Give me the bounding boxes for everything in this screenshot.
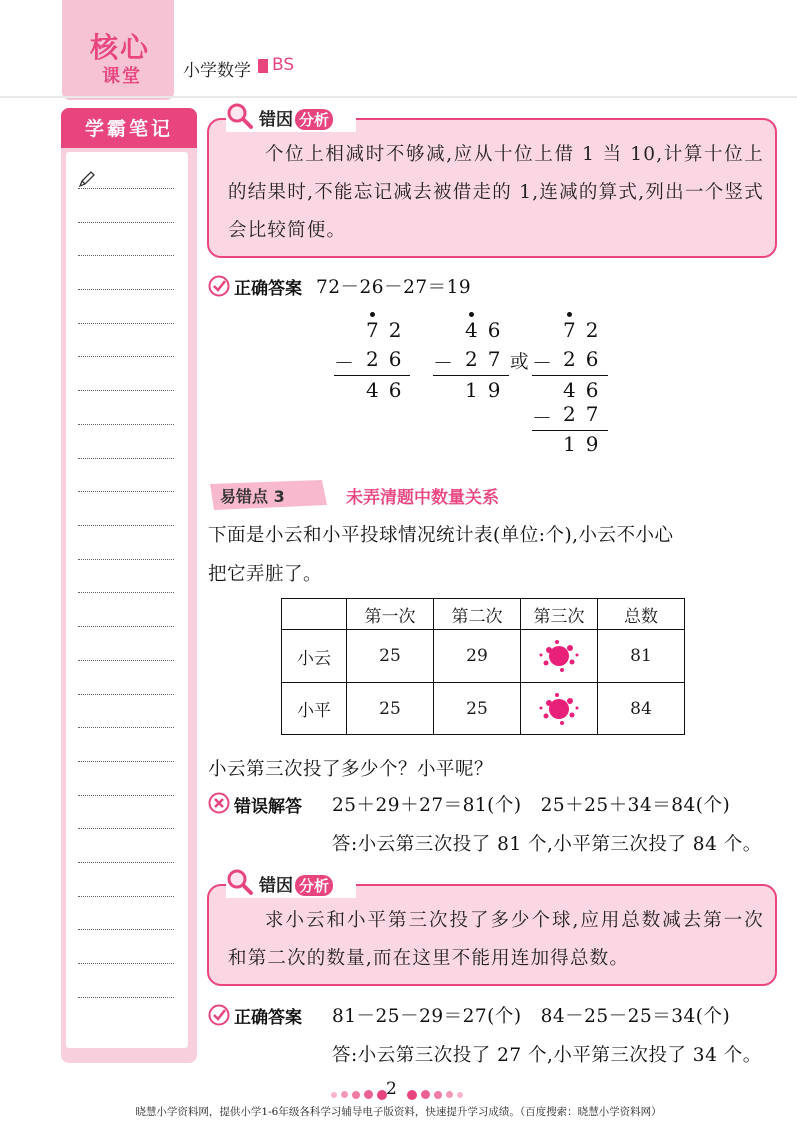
problem-text-line2: 把它弄脏了。 xyxy=(208,564,323,585)
stats-table xyxy=(281,598,685,735)
error-point-number: 3 xyxy=(273,487,285,506)
note-line xyxy=(78,997,174,998)
calc3-second: 26 xyxy=(563,347,609,371)
table-header-row xyxy=(282,599,685,630)
note-line xyxy=(78,761,174,762)
note-line xyxy=(78,356,174,357)
note-line xyxy=(78,862,174,863)
footer-note: 晓慧小学资料网，提供小学1-6年级各科学习辅导电子版资料，快速提升学习成绩。（百度搜索：晓慧小学资料网） xyxy=(135,1106,662,1118)
cross-icon xyxy=(208,792,230,814)
correct-answer-text-2: 答:小云第三次投了 27 个,小平第三次投了 34 个。 xyxy=(332,1045,762,1066)
note-line xyxy=(78,525,174,526)
check-icon xyxy=(208,275,230,297)
page-number: 2 xyxy=(386,1079,397,1099)
note-line xyxy=(78,626,174,627)
header-subject: 小学数学 xyxy=(183,61,251,81)
or-text: 或 xyxy=(510,352,530,373)
magnifier-icon xyxy=(226,868,254,896)
table-cell: 25 xyxy=(434,683,521,735)
table-cell: 25 xyxy=(347,630,434,683)
calc3-third: 27 xyxy=(563,402,609,426)
note-line xyxy=(78,795,174,796)
error-point-topic: 未弄清题中数量关系 xyxy=(346,488,499,508)
borrow-dot xyxy=(370,312,375,317)
borrow-dot xyxy=(567,312,572,317)
error-point-label: 易错点 3 xyxy=(220,487,285,506)
calc2-top: 46 xyxy=(465,318,511,342)
notes-paper xyxy=(66,152,188,1048)
calc2-second: 27 xyxy=(465,347,511,371)
analysis-tag-highlight: 分析 xyxy=(295,875,333,896)
logo-sub: 课堂 xyxy=(102,66,142,87)
table-cell: 84 xyxy=(598,683,685,735)
calc2-line xyxy=(433,375,509,376)
analysis-tag-1 xyxy=(226,102,356,132)
note-line xyxy=(78,255,174,256)
calc1-second: 26 xyxy=(366,347,412,371)
pencil-icon xyxy=(78,170,96,188)
analysis-tag-label: 错因 xyxy=(259,876,293,896)
calc2-op: － xyxy=(433,351,453,375)
header-edition: BS xyxy=(272,55,295,75)
table-header-cell: 第二次 xyxy=(434,599,521,630)
note-line xyxy=(78,592,174,593)
correct-equation-2: 81－25－29＝27(个) 84－25－25＝34(个) xyxy=(332,1006,731,1027)
calc2-result: 19 xyxy=(465,378,511,402)
table-header-cell: 第一次 xyxy=(347,599,434,630)
correct-answer-label-2: 正确答案 xyxy=(234,1008,302,1028)
note-line xyxy=(78,188,174,189)
problem-question: 小云第三次投了多少个？小平呢？ xyxy=(208,759,494,780)
table-cell: 29 xyxy=(434,630,521,683)
borrow-dot xyxy=(469,312,474,317)
calc3-op2: － xyxy=(532,406,552,430)
table-cell: 25 xyxy=(347,683,434,735)
calc1-result: 46 xyxy=(366,378,412,402)
table-header-cell: 总数 xyxy=(598,599,685,630)
note-line xyxy=(78,828,174,829)
analysis-tag-2 xyxy=(226,868,356,898)
analysis-tag-label: 错因 xyxy=(259,110,293,130)
footer-dots-right xyxy=(407,1084,467,1103)
table-cell: 81 xyxy=(598,630,685,683)
calc1-op: － xyxy=(334,351,354,375)
problem-text-line1: 下面是小云和小平投球情况统计表(单位:个),小云不小心 xyxy=(208,525,674,546)
ink-blot-icon xyxy=(537,638,581,674)
note-line xyxy=(78,289,174,290)
footer-dots-left xyxy=(331,1084,391,1103)
table-row xyxy=(282,630,685,683)
table-row-name: 小云 xyxy=(282,630,347,683)
header-divider xyxy=(0,96,797,98)
note-line xyxy=(78,491,174,492)
note-line xyxy=(78,694,174,695)
calc3-op1: － xyxy=(532,351,552,375)
table-header-cell xyxy=(282,599,347,630)
note-line xyxy=(78,323,174,324)
correct-equation-1: 72－26－27＝19 xyxy=(316,277,472,298)
wrong-answer-text: 答:小云第三次投了 81 个,小平第三次投了 84 个。 xyxy=(332,834,762,855)
analysis-text-1: 个位上相减时不够减,应从十位上借 1 当 10,计算十位上的结果时,不能忘记减去被借走的 1,连减的算式,列出一个竖式会比较简便。 xyxy=(228,144,764,241)
note-line xyxy=(78,559,174,560)
calc1-top: 72 xyxy=(366,318,412,342)
header-separator xyxy=(258,59,268,73)
table-header-cell: 第三次 xyxy=(521,599,598,630)
calc1-line xyxy=(334,375,410,376)
note-line xyxy=(78,896,174,897)
logo-main: 核心 xyxy=(89,31,150,64)
calc3-line-2 xyxy=(532,430,608,431)
note-line xyxy=(78,727,174,728)
calc3-line-1 xyxy=(532,375,608,376)
notes-title: 学霸笔记 xyxy=(84,118,173,140)
note-line xyxy=(78,424,174,425)
note-line xyxy=(78,222,174,223)
magnifier-icon xyxy=(226,102,254,130)
calc3-mid: 46 xyxy=(563,378,609,402)
ink-blot-cell xyxy=(521,683,598,735)
analysis-text-2: 求小云和小平第三次投了多少个球,应用总数减去第一次和第二次的数量,而在这里不能用连加得总数。 xyxy=(228,910,764,969)
calc3-top: 72 xyxy=(563,318,609,342)
table-row xyxy=(282,683,685,735)
ink-blot-cell xyxy=(521,630,598,683)
table-row-name: 小平 xyxy=(282,683,347,735)
note-line xyxy=(78,458,174,459)
correct-answer-label-1: 正确答案 xyxy=(234,279,302,299)
ink-blot-icon xyxy=(537,691,581,727)
wrong-answer-label: 错误解答 xyxy=(234,797,302,817)
check-icon xyxy=(208,1004,230,1026)
note-line xyxy=(78,390,174,391)
calc3-result: 19 xyxy=(563,432,609,456)
wrong-equation: 25＋29＋27＝81(个) 25＋25＋34＝84(个) xyxy=(332,795,731,816)
note-line xyxy=(78,929,174,930)
note-line xyxy=(78,660,174,661)
note-line xyxy=(78,963,174,964)
analysis-tag-highlight: 分析 xyxy=(295,109,333,130)
